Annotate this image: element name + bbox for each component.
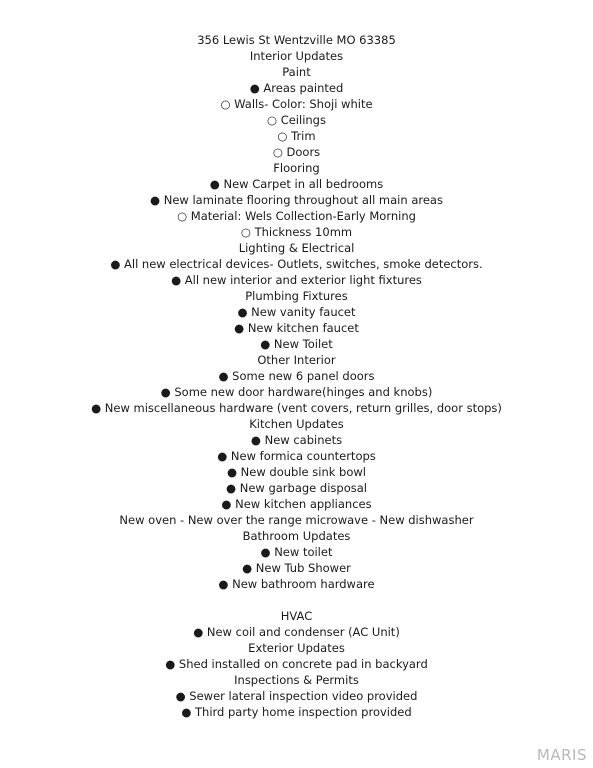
sub-list-item: ○ Ceilings <box>267 113 326 127</box>
blank-line <box>0 592 593 608</box>
subheading-flooring: Flooring <box>273 161 320 175</box>
sub-list-item: ○ Doors <box>272 145 321 159</box>
list-item: ● New toilet <box>260 545 333 559</box>
list-item: ● New vanity faucet <box>237 305 356 319</box>
subheading-plumbing-fixtures: Plumbing Fixtures <box>245 289 348 303</box>
sub-list-item: ○ Trim <box>277 129 316 143</box>
list-item: ● New garbage disposal <box>226 481 367 495</box>
section-heading-interior-updates: Interior Updates <box>249 49 344 63</box>
address-heading: 356 Lewis St Wentzville MO 63385 <box>197 33 396 47</box>
appliance-note: New oven - New over the range microwave - New dishwasher <box>119 513 474 527</box>
list-item: ● New kitchen appliances <box>221 497 372 511</box>
sub-list-item: ○ Material: Wels Collection-Early Morning <box>177 209 416 223</box>
sub-list-item: ○ Walls- Color: Shoji white <box>220 97 373 111</box>
list-item: ● Some new 6 panel doors <box>218 369 375 383</box>
list-item: ● Shed installed on concrete pad in backyard <box>165 657 428 671</box>
list-item: ● Some new door hardware(hinges and knobs) <box>160 385 433 399</box>
list-item: ● New laminate flooring throughout all main areas <box>150 193 443 207</box>
section-heading-hvac: HVAC <box>280 609 313 623</box>
list-item: ● New coil and condenser (AC Unit) <box>193 625 400 639</box>
document-body <box>0 32 593 720</box>
sub-list-item: ○ Thickness 10mm <box>240 225 353 239</box>
list-item: ● New cabinets <box>250 433 343 447</box>
list-item: ● All new electrical devices- Outlets, switches, smoke detectors. <box>110 257 483 271</box>
maris-watermark: MARIS <box>536 746 587 764</box>
subheading-other-interior: Other Interior <box>257 353 336 367</box>
list-item: ● All new interior and exterior light fixtures <box>171 273 422 287</box>
list-item: ● Areas painted <box>249 81 344 95</box>
list-item: ● Sewer lateral inspection video provided <box>175 689 418 703</box>
list-item: ● New bathroom hardware <box>218 577 375 591</box>
list-item: ● New Tub Shower <box>242 561 351 575</box>
list-item: ● New double sink bowl <box>226 465 366 479</box>
list-item: ● New miscellaneous hardware (vent covers, return grilles, door stops) <box>91 401 502 415</box>
section-heading-exterior-updates: Exterior Updates <box>248 641 345 655</box>
subheading-lighting-electrical: Lighting & Electrical <box>238 241 355 255</box>
list-item: ● New Carpet in all bedrooms <box>209 177 384 191</box>
section-heading-inspections-permits: Inspections & Permits <box>234 673 359 687</box>
list-item: ● New formica countertops <box>217 449 376 463</box>
subheading-paint: Paint <box>282 65 311 79</box>
section-heading-kitchen-updates: Kitchen Updates <box>249 417 344 431</box>
section-heading-bathroom-updates: Bathroom Updates <box>242 529 351 543</box>
list-item: ● Third party home inspection provided <box>181 705 412 719</box>
list-item: ● New kitchen faucet <box>234 321 359 335</box>
list-item: ● New Toilet <box>260 337 333 351</box>
